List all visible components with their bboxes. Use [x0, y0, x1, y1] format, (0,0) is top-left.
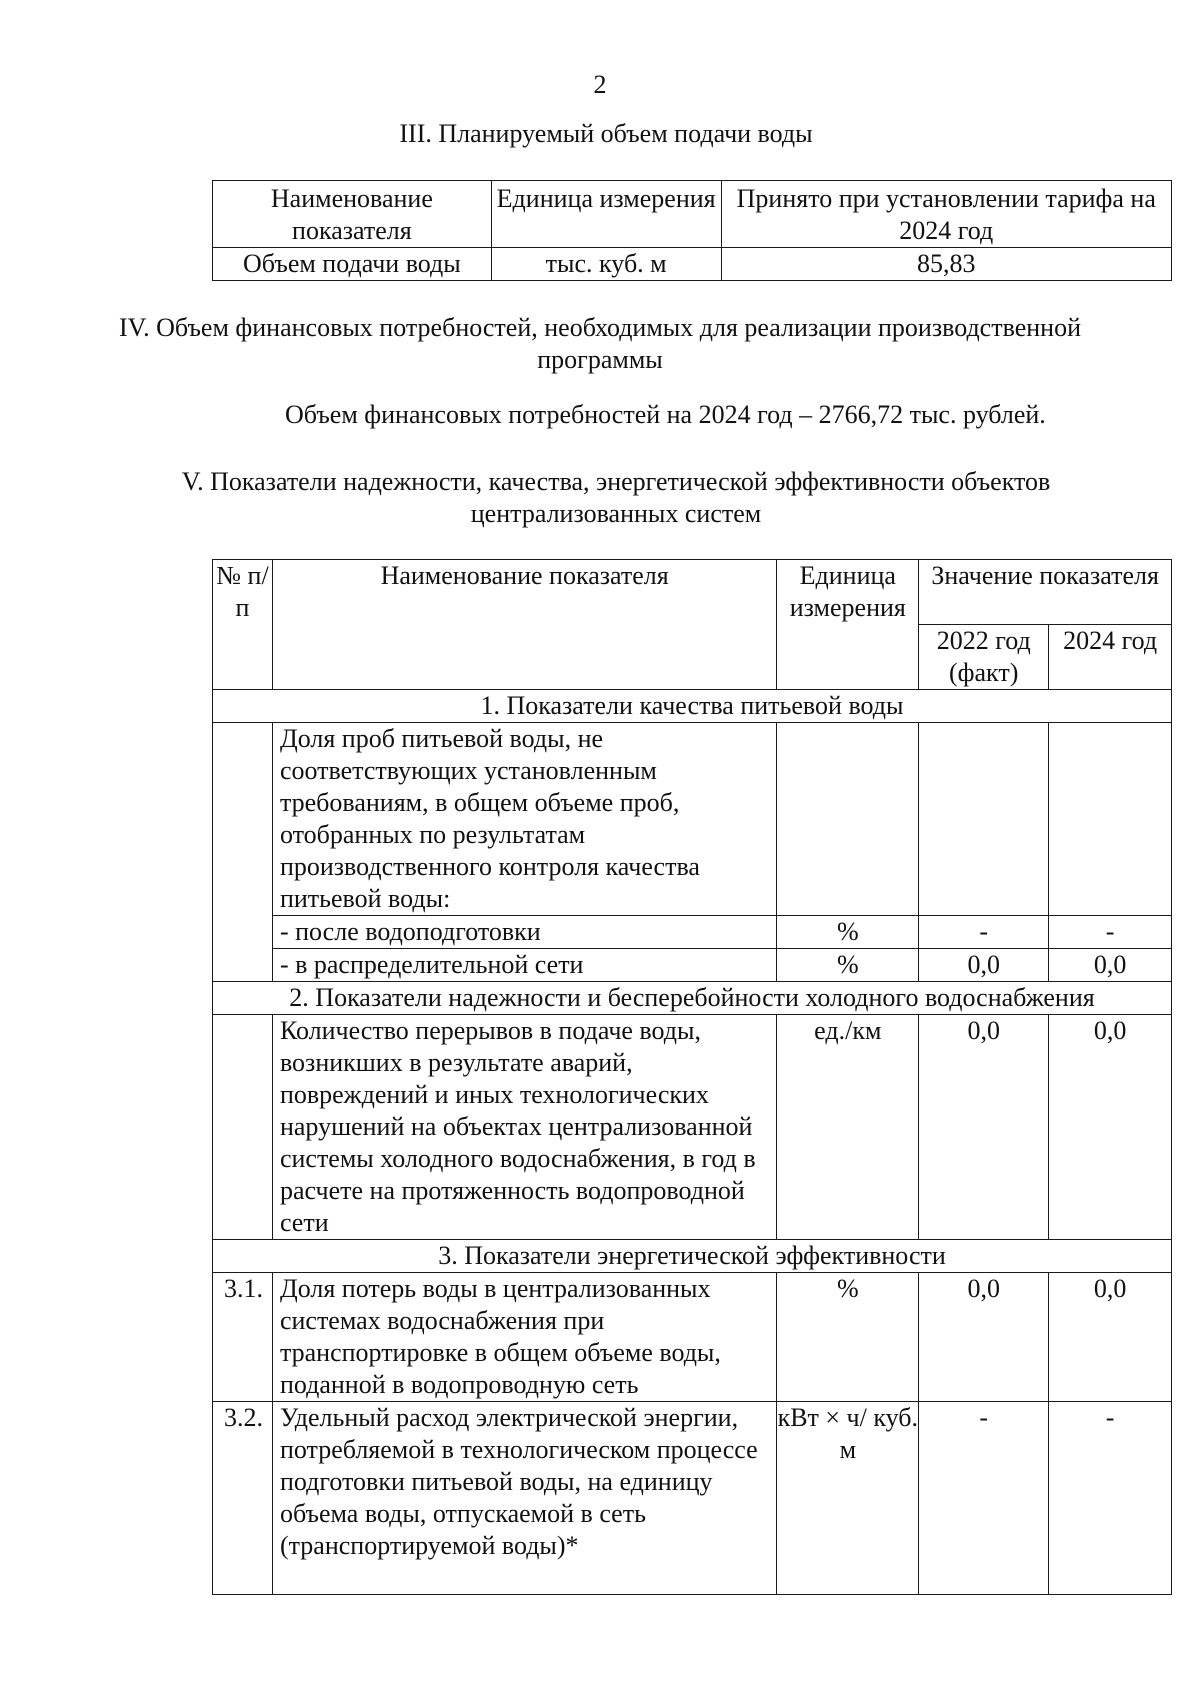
row-name: Удельный расход электрической энергии, потребляемой в технологическом процессе подготовки питьевой воды, на единицу объема воды, отпускаемой в сеть (транспортируемой воды)* — [272, 1402, 776, 1595]
table-row — [213, 1402, 1172, 1595]
row-value-2022: 0,0 — [919, 1273, 1049, 1402]
row-unit: % — [777, 949, 919, 982]
row-name: Доля проб питьевой воды, не соответствующих установленным требованиям, в общем объеме проб, отобранных по результатам производственного контроля качества питьевой воды: — [272, 723, 776, 916]
table-row — [213, 1015, 1172, 1240]
row-value-2022: 0,0 — [919, 949, 1049, 982]
table-row — [213, 248, 1172, 281]
row-value-2022: - — [919, 916, 1049, 949]
row-value-2022: - — [919, 1402, 1049, 1595]
table-row — [213, 723, 1172, 916]
row-number — [213, 1015, 273, 1240]
row-number: 3.2. — [213, 1402, 273, 1595]
row-number — [213, 723, 273, 982]
row-value-2022: 0,0 — [919, 1015, 1049, 1240]
header-indicator-name: Наименование показателя — [272, 560, 776, 690]
row-value-2024 — [1049, 723, 1172, 916]
header-tariff-value: Принято при установлении тарифа на 2024 год — [721, 181, 1171, 248]
water-supply-table — [212, 180, 1172, 281]
indicators-table — [212, 559, 1172, 1595]
page-number: 2 — [593, 70, 607, 99]
group-title: 2. Показатели надежности и бесперебойности холодного водоснабжения — [213, 982, 1172, 1015]
row-value-2024: - — [1049, 916, 1172, 949]
row-unit: % — [777, 1273, 919, 1402]
row-value-2024: 0,0 — [1049, 1273, 1172, 1402]
section-3-title: III. Планируемый объем подачи воды — [399, 119, 813, 148]
header-value: Значение показателя — [919, 560, 1172, 625]
header-2022: 2022 год (факт) — [919, 625, 1049, 690]
header-2024: 2024 год — [1049, 625, 1172, 690]
header-number: № п/п — [213, 560, 273, 690]
row-name: - в распределительной сети — [272, 949, 776, 982]
row-unit: ед./км — [777, 1015, 919, 1240]
row-unit — [777, 723, 919, 916]
group-title: 3. Показатели энергетической эффективности — [213, 1240, 1172, 1273]
header-unit: Единица измерения — [491, 181, 721, 248]
row-unit: тыс. куб. м — [491, 248, 721, 281]
row-unit: % — [777, 916, 919, 949]
group-row — [213, 690, 1172, 723]
row-value-2024: - — [1049, 1402, 1172, 1595]
row-value: 85,83 — [721, 248, 1171, 281]
row-unit: кВт × ч/ куб. м — [777, 1402, 919, 1595]
row-number: 3.1. — [213, 1273, 273, 1402]
group-row — [213, 1240, 1172, 1273]
row-name: Доля потерь воды в централизованных системах водоснабжения при транспортировке в общем объеме воды, поданной в водопроводную сеть — [272, 1273, 776, 1402]
section-4-title: IV. Объем финансовых потребностей, необходимых для реализации производственной программы — [119, 313, 1081, 374]
table-row — [213, 916, 1172, 949]
row-name: Количество перерывов в подаче воды, возникших в результате аварий, повреждений и иных технологических нарушений на объектах централизованной системы холодного водоснабжения, в год в расчете на протяженность водопроводной сети — [272, 1015, 776, 1240]
row-name: - после водоподготовки — [272, 916, 776, 949]
table-row — [213, 1273, 1172, 1402]
header-indicator-name: Наименование показателя — [213, 181, 492, 248]
row-value-2024: 0,0 — [1049, 949, 1172, 982]
group-row — [213, 982, 1172, 1015]
table-row — [213, 949, 1172, 982]
group-title: 1. Показатели качества питьевой воды — [213, 690, 1172, 723]
header-unit: Единица измерения — [777, 560, 919, 690]
section-5-title: V. Показатели надежности, качества, энергетической эффективности объектов централизованных систем — [181, 467, 1051, 528]
row-name: Объем подачи воды — [213, 248, 492, 281]
row-value-2024: 0,0 — [1049, 1015, 1172, 1240]
row-value-2022 — [919, 723, 1049, 916]
financial-needs-text: Объем финансовых потребностей на 2024 год – 2766,72 тыс. рублей. — [285, 400, 1046, 429]
